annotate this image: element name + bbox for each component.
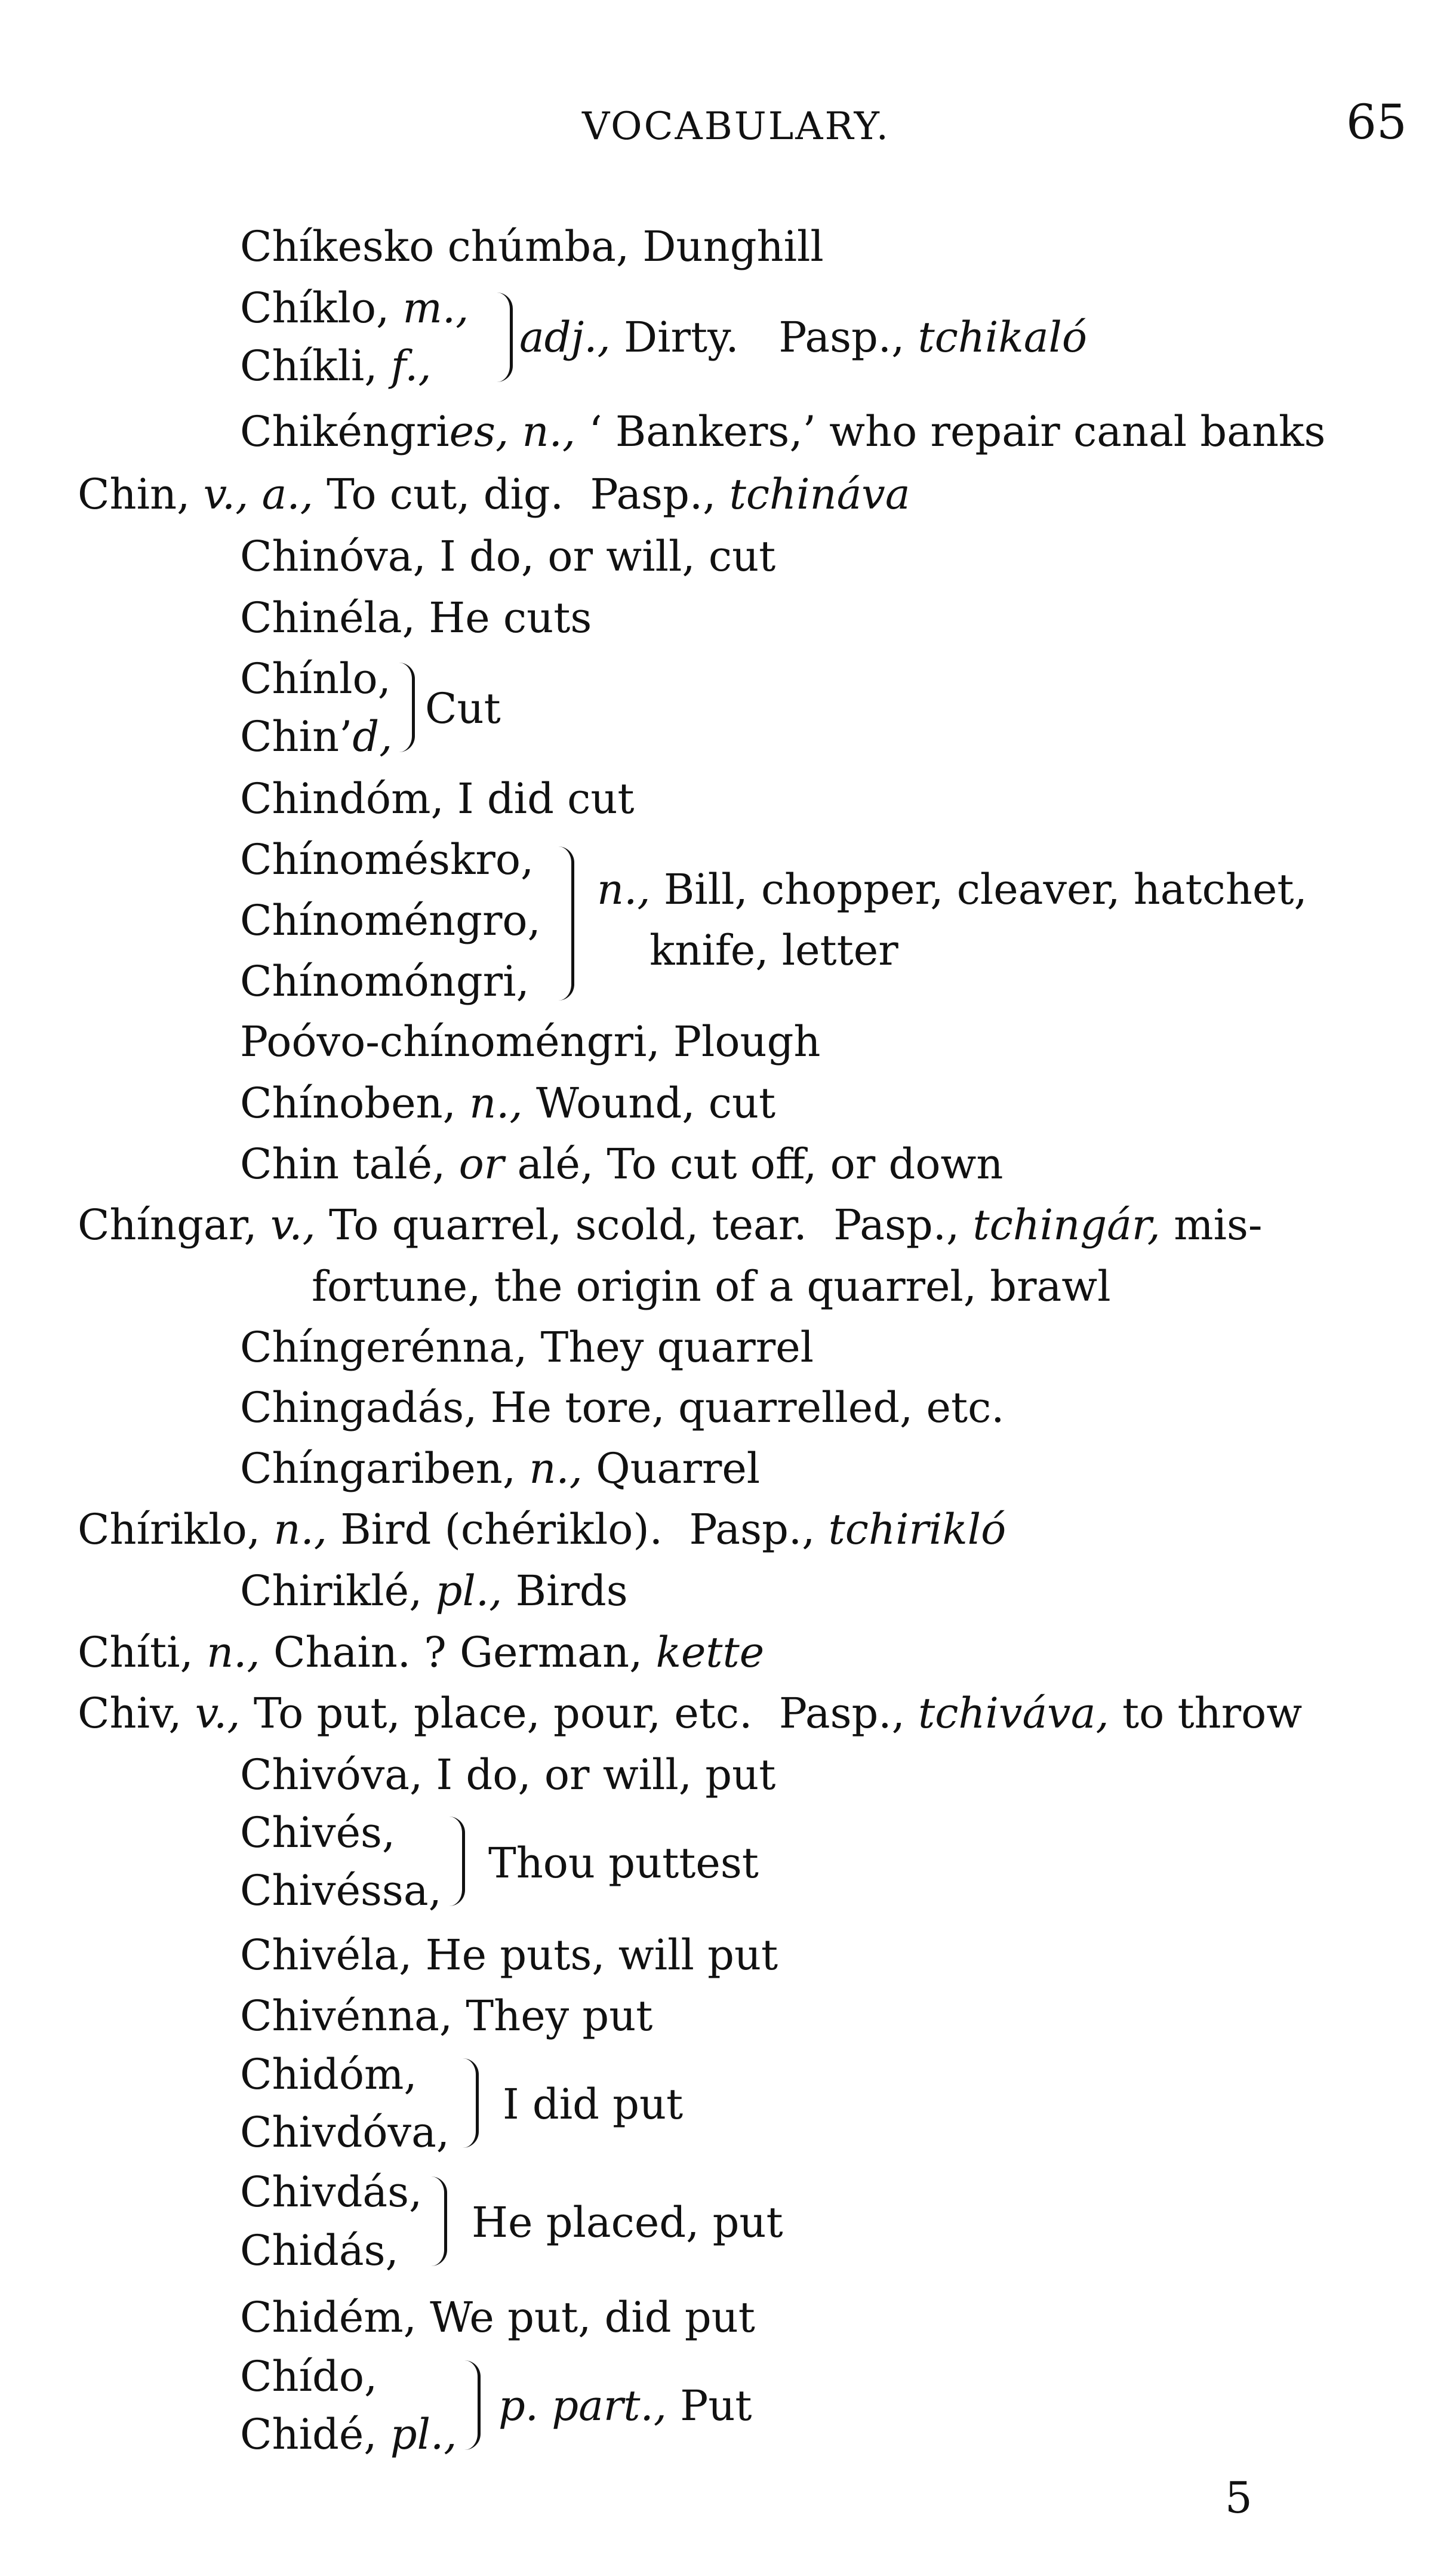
entry-chirikle: Chiriklé, pl., Birds — [240, 1566, 628, 1615]
entry-chidom-def: I did put — [503, 2080, 684, 2129]
entry-chikesko: Chíkesko chúmba, Dunghill — [240, 222, 824, 271]
entry-chinlo-def: Cut — [425, 684, 501, 733]
entry-chintale: Chin talé, or alé, To cut off, or down — [240, 1140, 1003, 1189]
entry-poovo: Poóvo-chínoméngri, Plough — [240, 1017, 821, 1066]
entry-chin: Chin, v., a., To cut, dig. Pasp., tchináva — [78, 470, 910, 519]
entry-chingar-cont: fortune, the origin of a quarrel, brawl — [312, 1262, 1111, 1311]
entry-chives-form1: Chivés, — [240, 1808, 396, 1857]
entry-chiriklo: Chíriklo, n., Bird (chériklo). Pasp., tchirikló — [78, 1505, 1006, 1554]
entry-chivdas-form1: Chivdás, — [240, 2168, 423, 2217]
entry-chiklo-form1: Chíklo, m., — [240, 284, 469, 333]
entry-chinoben: Chínoben, n., Wound, cut — [240, 1079, 776, 1128]
entry-chingar: Chíngar, v., To quarrel, scold, tear. Pasp., tchingár, mis- — [78, 1200, 1263, 1249]
entry-chiti: Chíti, n., Chain. ? German, kette — [78, 1628, 765, 1677]
entry-chiklo-def: adj., Dirty. Pasp., tchikaló — [519, 313, 1088, 362]
entry-chivela: Chivéla, He puts, will put — [240, 1931, 778, 1980]
entry-chivova: Chivóva, I do, or will, put — [240, 1750, 776, 1799]
brace — [463, 2058, 479, 2148]
entry-chinlo-form2: Chin’d, — [240, 712, 393, 761]
entry-chingerenna: Chíngerénna, They quarrel — [240, 1323, 814, 1372]
entry-chivdas-def: He placed, put — [472, 2198, 783, 2247]
entry-chingariben: Chíngariben, n., Quarrel — [240, 1444, 761, 1493]
entry-chido-form1: Chído, — [240, 2352, 378, 2401]
entry-chiklo-form2: Chíkli, f., — [240, 341, 432, 390]
brace — [399, 663, 415, 752]
entry-chives-def: Thou puttest — [488, 1839, 759, 1888]
entry-chidom-form1: Chidóm, — [240, 2050, 417, 2099]
brace — [464, 2360, 481, 2450]
entry-chindom: Chindóm, I did cut — [240, 774, 635, 823]
entry-chido-def: p. part., Put — [498, 2381, 752, 2430]
brace — [431, 2177, 447, 2266]
entry-chinova: Chinóva, I do, or will, cut — [240, 532, 776, 581]
brace — [497, 293, 513, 382]
brace — [558, 846, 574, 1001]
entry-chives-form2: Chivéssa, — [240, 1866, 442, 1915]
entry-chivdas-form2: Chidás, — [240, 2226, 399, 2275]
entry-chikengries: Chikéngries, n., ‘ Bankers,’ who repair canal banks — [240, 407, 1326, 456]
entry-chinomeskro-form2: Chínoméngro, — [240, 896, 541, 945]
entry-chinomeskro-form1: Chínoméskro, — [240, 835, 534, 884]
brace — [449, 1817, 465, 1906]
entry-chiv: Chiv, v., To put, place, pour, etc. Pasp., tchiváva, to throw — [78, 1689, 1303, 1738]
running-header: VOCABULARY. — [582, 104, 890, 149]
entry-chinomeskro-form3: Chínomóngri, — [240, 957, 530, 1006]
entry-chinela: Chinéla, He cuts — [240, 593, 592, 642]
entry-chinomeskro-def1: n., Bill, chopper, cleaver, hatchet, — [597, 865, 1307, 914]
entry-chidom-form2: Chivdóva, — [240, 2108, 450, 2157]
signature-mark: 5 — [1225, 2473, 1252, 2523]
entry-chinomeskro-def2: knife, letter — [649, 926, 898, 975]
entry-chingadas: Chingadás, He tore, quarrelled, etc. — [240, 1383, 1005, 1432]
page-number: 65 — [1346, 94, 1407, 150]
entry-chinlo-form1: Chínlo, — [240, 654, 391, 703]
entry-chido-form2: Chidé, pl., — [240, 2410, 457, 2459]
entry-chivenna: Chivénna, They put — [240, 1991, 653, 2040]
entry-chidem: Chidém, We put, did put — [240, 2293, 755, 2342]
